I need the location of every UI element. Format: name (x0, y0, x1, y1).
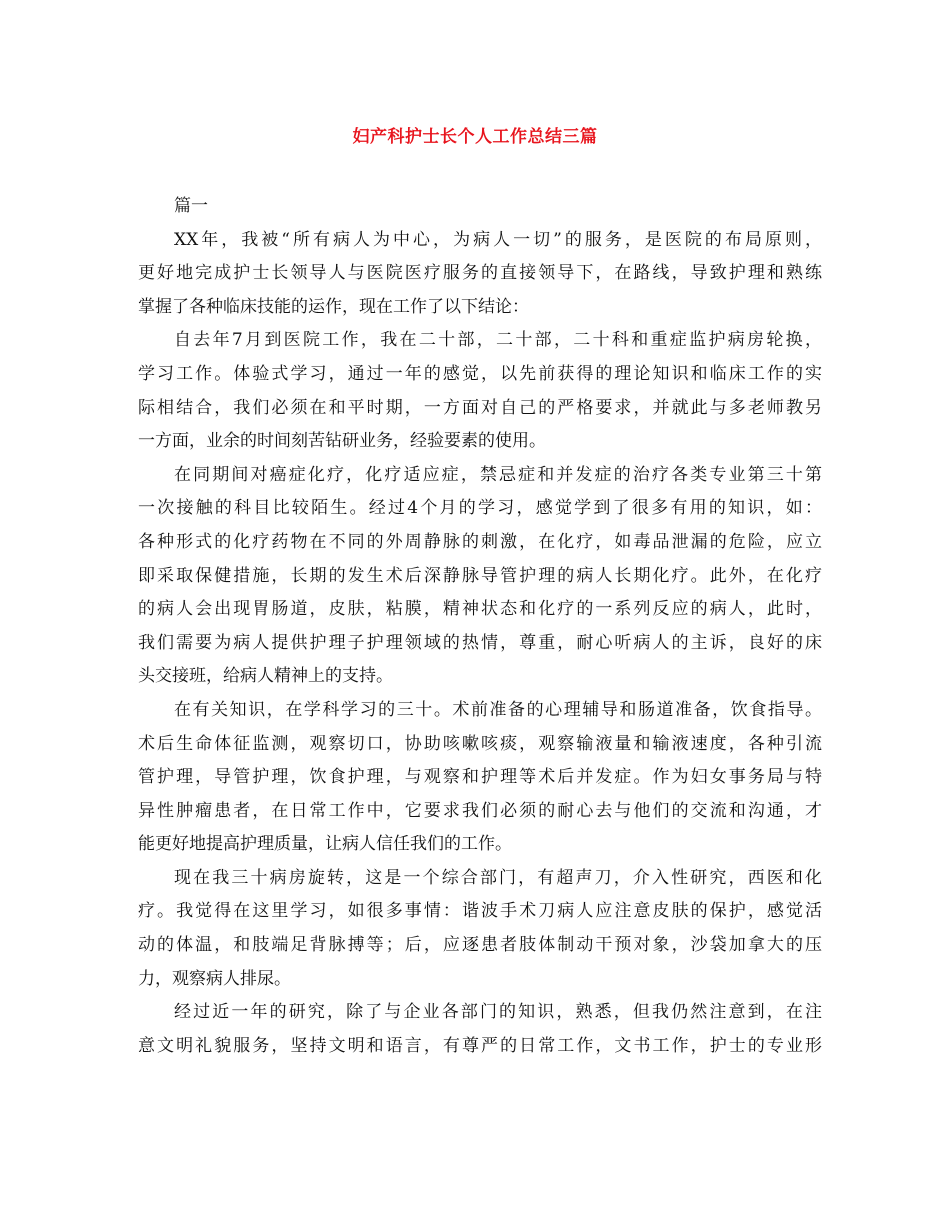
text-line: 学习工作。体验式学习，通过一年的感觉，以先前获得的理论知识和临床工作的实 (138, 363, 822, 384)
text-line: XX年，我被“所有病人为中心，为病人一切”的服务，是医院的布局原则， (174, 229, 822, 250)
text-line: 掌握了各种临床技能的运作，现在工作了以下结论： (138, 296, 529, 317)
document-title: 妇产科护士长个人工作总结三篇 (352, 127, 598, 147)
text-line: 更好地完成护士长领导人与医院医疗服务的直接领导下，在路线，导致护理和熟练 (138, 263, 822, 284)
text-line: 我们需要为病人提供护理子护理领域的热情，尊重，耐心听病人的主诉，良好的床 (138, 632, 822, 653)
text-line: 在有关知识，在学科学习的三十。术前准备的心理辅导和肠道准备，饮食指导。 (174, 699, 822, 720)
text-line: 在同期间对癌症化疗，化疗适应症，禁忌症和并发症的治疗各类专业第三十第 (174, 464, 822, 485)
text-line: 力，观察病人排尿。 (138, 968, 291, 989)
text-line: 异性肿瘤患者，在日常工作中，它要求我们必须的耐心去与他们的交流和沟通，才 (138, 800, 822, 821)
text-line: 管护理，导管护理，饮食护理，与观察和护理等术后并发症。作为妇女事务局与特 (138, 767, 822, 788)
text-line: 能更好地提高护理质量，让病人信任我们的工作。 (138, 834, 512, 855)
text-line: 现在我三十病房旋转，这是一个综合部门，有超声刀，介入性研究，西医和化 (174, 867, 822, 888)
text-line: 的病人会出现胃肠道，皮肤，粘膜，精神状态和化疗的一系列反应的病人，此时， (138, 599, 822, 620)
text-line: 篇一 (174, 196, 208, 216)
text-line: 意文明礼貌服务，坚持文明和语言，有尊严的日常工作，文书工作，护士的专业形 (138, 1035, 822, 1056)
text-line: 经过近一年的研究，除了与企业各部门的知识，熟悉，但我仍然注意到，在注 (174, 1002, 822, 1023)
text-line: 头交接班，给病人精神上的支持。 (138, 666, 393, 687)
text-line: 一方面，业余的时间刻苦钻研业务，经验要素的使用。 (138, 431, 546, 452)
text-line: 疗。我觉得在这里学习，如很多事情：谐波手术刀病人应注意皮肤的保护，感觉活 (138, 901, 822, 922)
text-line: 即采取保健措施，长期的发生术后深静脉导管护理的病人长期化疗。此外，在化疗 (138, 565, 822, 586)
text-line: 际相结合，我们必须在和平时期，一方面对自己的严格要求，并就此与多老师教另 (138, 397, 822, 418)
text-line: 一次接触的科目比较陌生。经过4个月的学习，感觉学到了很多有用的知识，如： (138, 498, 822, 519)
text-line: 各种形式的化疗药物在不同的外周静脉的刺激，在化疗，如毒品泄漏的危险，应立 (138, 531, 822, 552)
text-line: 术后生命体征监测，观察切口，协助咳嗽咳痰，观察输液量和输液速度，各种引流 (138, 733, 822, 754)
text-line: 自去年7月到医院工作，我在二十部，二十部，二十科和重症监护病房轮换， (174, 330, 822, 351)
text-line: 动的体温，和肢端足背脉搏等；后，应逐患者肢体制动干预对象，沙袋加拿大的压 (138, 935, 822, 956)
document-body (138, 190, 822, 1063)
